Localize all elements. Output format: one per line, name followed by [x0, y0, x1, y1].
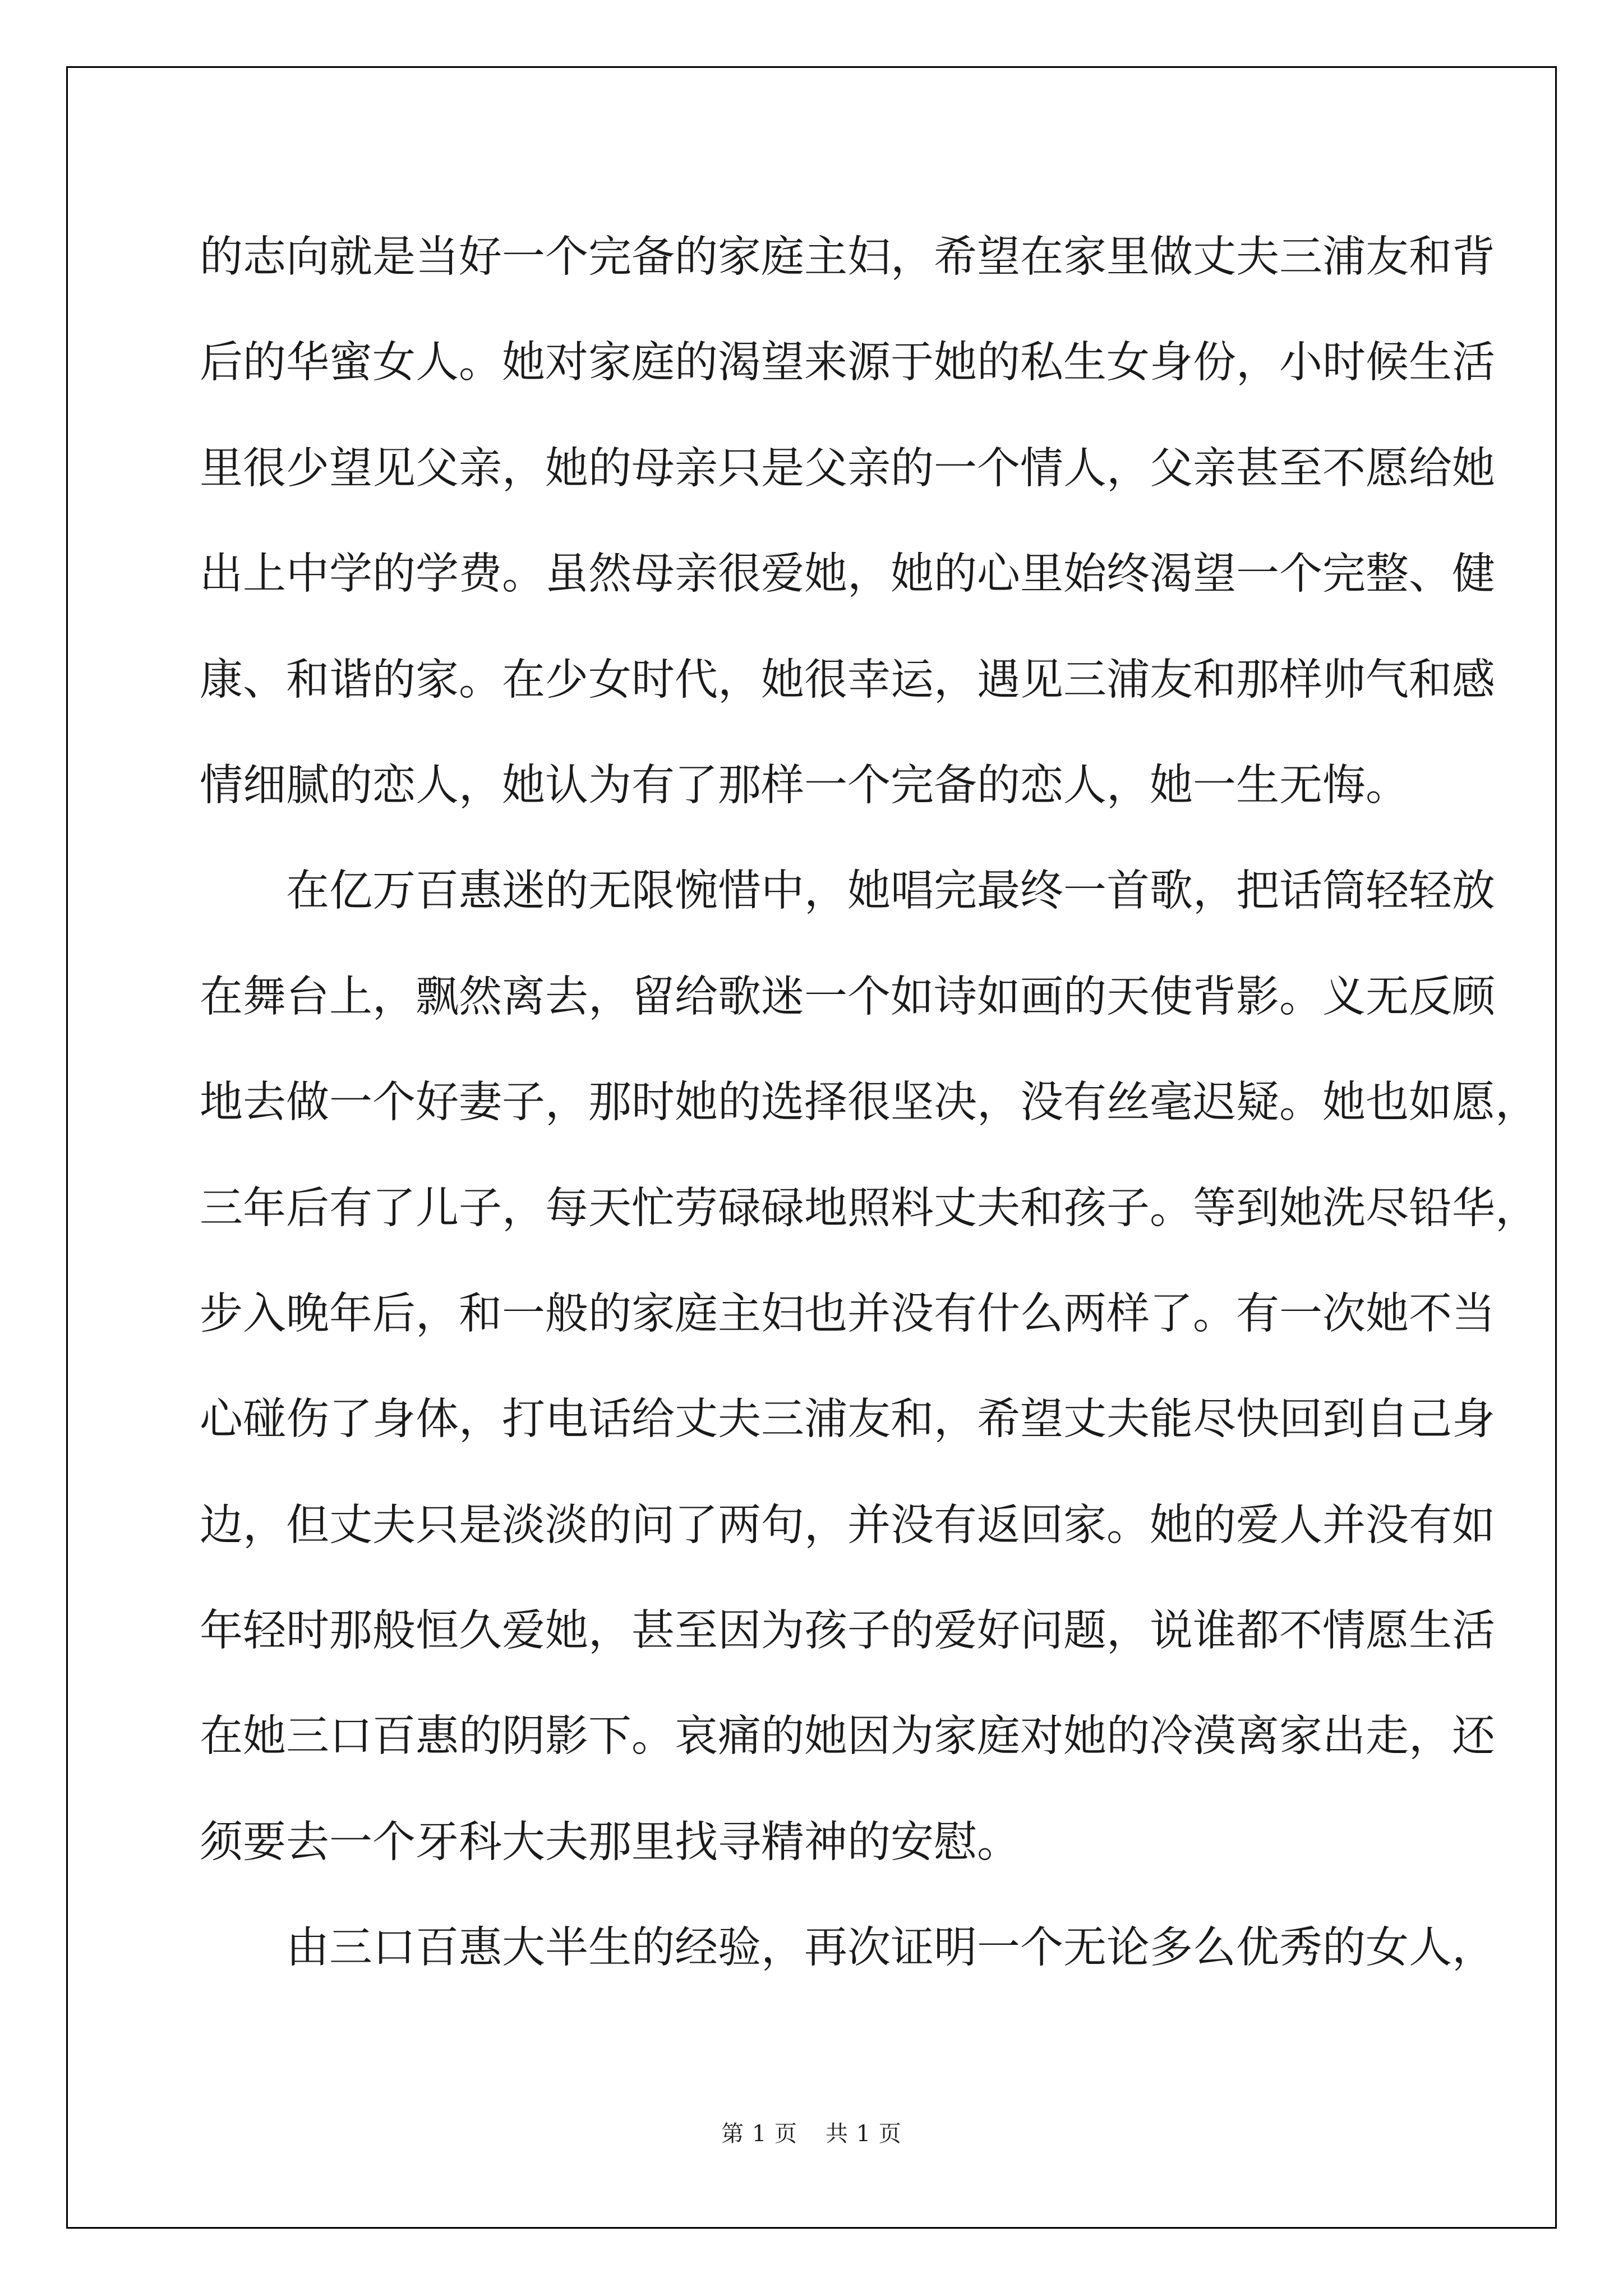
text-line: 康、和谐的家。在少女时代，她很幸运，遇见三浦友和那样帅气和感 [200, 655, 1495, 705]
page-total: 共 1 页 [826, 2121, 902, 2147]
text-line: 的志向就是当好一个完备的家庭主妇，希望在家里做丈夫三浦友和背 [200, 232, 1495, 282]
text-line: 在舞台上，飘然离去，留给歌迷一个如诗如画的天使背影。义无反顾 [200, 972, 1495, 1022]
text-line: 边，但丈夫只是淡淡的问了两句，并没有返回家。她的爱人并没有如 [200, 1500, 1495, 1550]
text-line: 年轻时那般恒久爱她，甚至因为孩子的爱好问题，说谁都不情愿生活 [200, 1606, 1495, 1657]
text-line: 在亿万百惠迷的无限惋惜中，她唱完最终一首歌，把话筒轻轻放 [286, 866, 1495, 917]
page-number: 第 1 页 [721, 2121, 797, 2147]
text-line: 地去做一个好妻子，那时她的选择很坚决，没有丝毫迟疑。她也如愿， [200, 1078, 1538, 1128]
text-line: 由三口百惠大半生的经验，再次证明一个无论多么优秀的女人， [286, 1923, 1495, 1973]
document-body [200, 205, 1538, 2001]
text-line: 情细腻的恋人，她认为有了那样一个完备的恋人，她一生无悔。 [200, 760, 1409, 811]
text-line: 后的华蜜女人。她对家庭的渴望来源于她的私生女身份，小时候生活 [200, 338, 1495, 388]
text-line: 在她三口百惠的阴影下。哀痛的她因为家庭对她的冷漠离家出走，还 [200, 1711, 1495, 1762]
text-line: 出上中学的学费。虽然母亲很爱她，她的心里始终渴望一个完整、健 [200, 549, 1495, 600]
text-line: 心碰伤了身体，打电话给丈夫三浦友和，希望丈夫能尽快回到自己身 [200, 1395, 1495, 1445]
text-line: 步入晚年后，和一般的家庭主妇也并没有什么两样了。有一次她不当 [200, 1289, 1495, 1339]
text-line: 里很少望见父亲，她的母亲只是父亲的一个情人，父亲甚至不愿给她 [200, 443, 1495, 494]
text-line: 三年后有了儿子，每天忙劳碌碌地照料丈夫和孩子。等到她洗尽铅华， [200, 1183, 1538, 1234]
page-footer [0, 2116, 1623, 2148]
text-line: 须要去一个牙科大夫那里找寻精神的安慰。 [200, 1817, 1020, 1867]
